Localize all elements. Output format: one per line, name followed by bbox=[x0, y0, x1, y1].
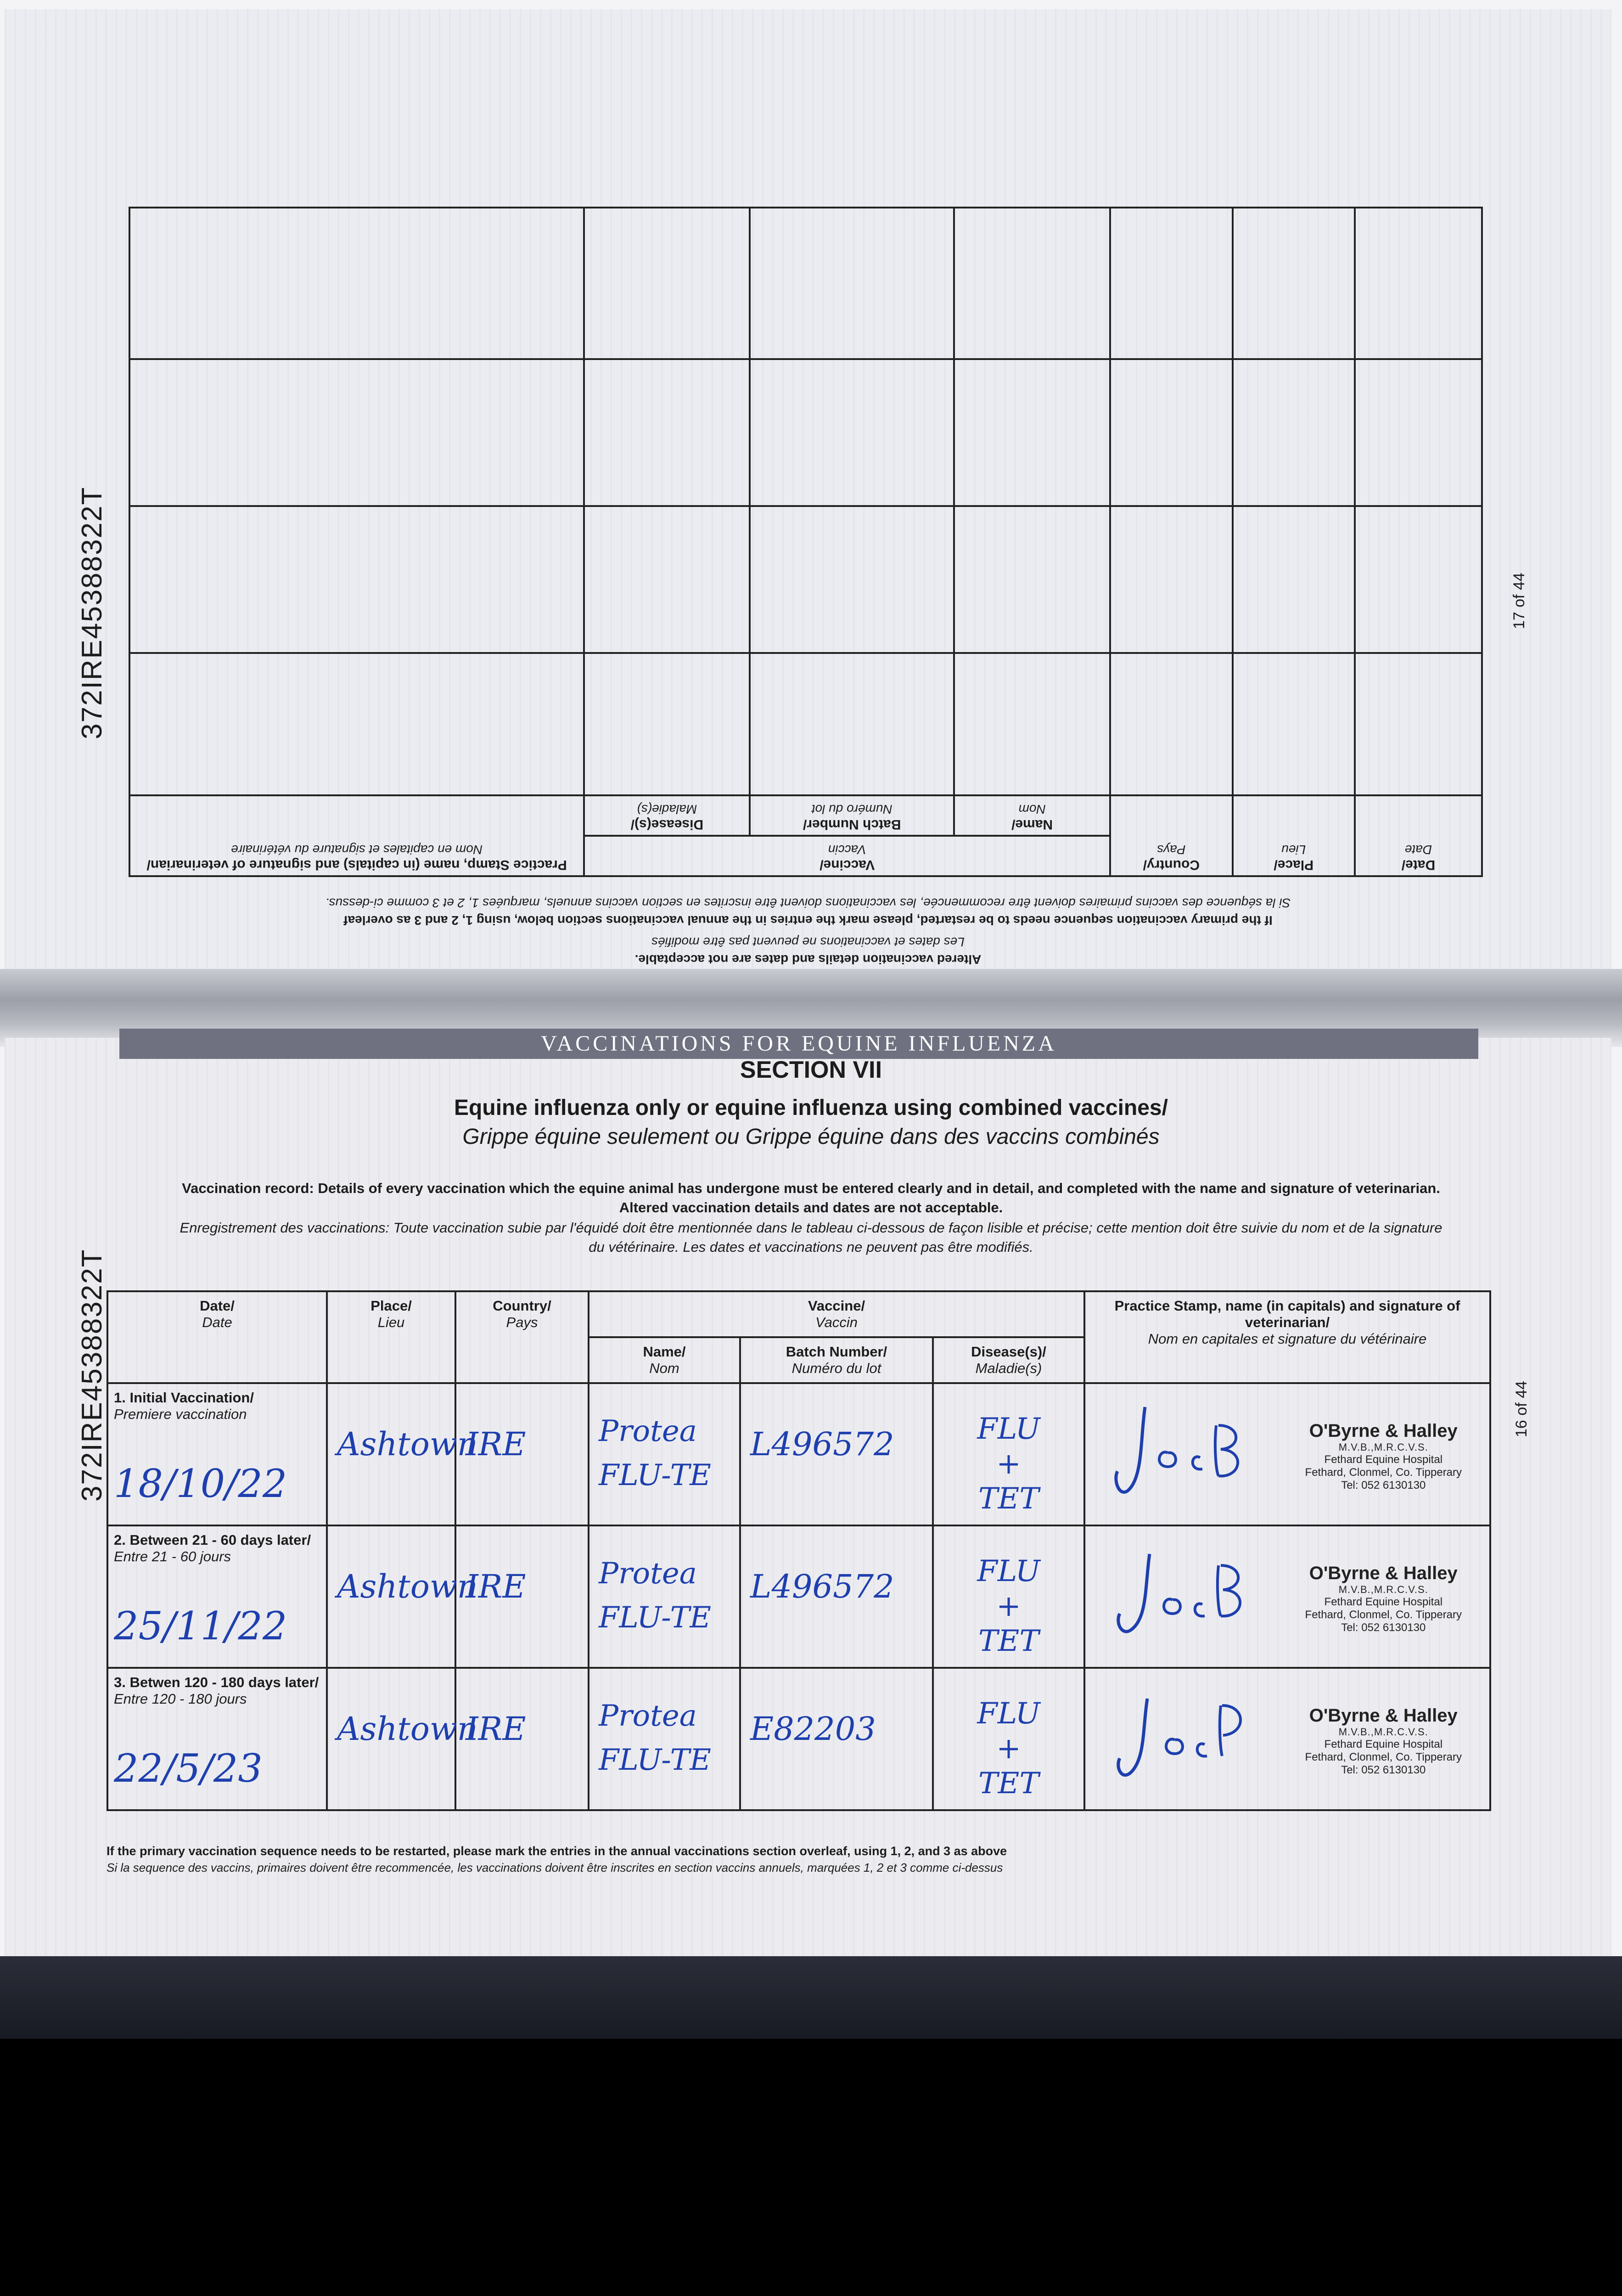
row-label: 2. Between 21 - 60 days later/ bbox=[114, 1532, 311, 1548]
page-number-top: 17 of 44 bbox=[1510, 573, 1528, 629]
annual-vaccination-table bbox=[129, 207, 1483, 877]
section-title: SECTION VII bbox=[740, 1057, 882, 1083]
empty-cell[interactable] bbox=[129, 208, 584, 359]
record-instructions-fr-2: du vétérinaire. Les dates et vaccinations ne peuvent pas être modifiés. bbox=[589, 1239, 1033, 1255]
disease-plus: + bbox=[996, 1447, 1021, 1481]
handwritten-place: Ashtown bbox=[337, 1710, 478, 1748]
disease-cell[interactable] bbox=[933, 1668, 1084, 1810]
empty-cell[interactable] bbox=[1355, 506, 1482, 653]
record-instructions-fr: Enregistrement des vaccinations: Toute vaccination subie par l'équidé doit être mentionnée dans le tableau ci-dessous de façon lisible et précise; cette mention doit être suivie du nom et de la signature bbox=[180, 1220, 1442, 1236]
altered-note: Altered vaccination details and dates are not acceptable. bbox=[634, 952, 982, 967]
top-page bbox=[5, 9, 1611, 1015]
disease-tet: TET bbox=[978, 1624, 1039, 1658]
restart-footnote-fr: Si la sequence des vaccins, primaires doivent être recommencée, les vaccinations doivent être inscrites en section vaccins annuels, marquées 1, 2 et 3 comme ci-dessus bbox=[107, 1861, 1003, 1874]
subtitle-french: Grippe équine seulement ou Grippe équine dans des vaccins combinés bbox=[462, 1125, 1160, 1149]
handwritten-place: Ashtown bbox=[337, 1568, 478, 1605]
scanner-background bbox=[0, 2039, 1622, 2296]
empty-cell[interactable] bbox=[584, 359, 750, 506]
empty-cell[interactable] bbox=[1110, 359, 1232, 506]
page-number-bottom: 16 of 44 bbox=[1513, 1381, 1530, 1437]
col-stamp: Practice Stamp, name (in capitals) and signature of veterinarian/ Nom en capitales et signature du vétérinaire bbox=[129, 795, 584, 876]
vaccine-type: FLU-TE bbox=[599, 1601, 711, 1635]
empty-cell[interactable] bbox=[1355, 208, 1482, 359]
empty-cell[interactable] bbox=[129, 359, 584, 506]
vaccine-brand: Protea bbox=[599, 1414, 697, 1448]
empty-cell[interactable] bbox=[954, 506, 1110, 653]
empty-cell[interactable] bbox=[750, 359, 954, 506]
disease-cell[interactable] bbox=[933, 1525, 1084, 1668]
vaccine-brand: Protea bbox=[599, 1557, 697, 1591]
row-label-fr: Premiere vaccination bbox=[114, 1406, 247, 1422]
date-cell[interactable] bbox=[107, 1525, 327, 1668]
handwritten-date: 18/10/22 bbox=[114, 1461, 287, 1506]
handwritten-batch: L496572 bbox=[750, 1568, 894, 1605]
disease-flu: FLU bbox=[977, 1697, 1040, 1731]
header-country: Country/ Pays bbox=[455, 1291, 589, 1383]
empty-cell[interactable] bbox=[1355, 653, 1482, 795]
handwritten-country: IRE bbox=[466, 1568, 526, 1605]
primary-vaccination-table bbox=[107, 1290, 1491, 1811]
col-vaccine: Vaccine/ Vaccin bbox=[584, 836, 1110, 876]
handwritten-place: Ashtown bbox=[337, 1425, 478, 1463]
col-disease: Disease(s)/ Maladie(s) bbox=[584, 795, 750, 836]
veterinarian-signature bbox=[1104, 1398, 1255, 1503]
empty-cell[interactable] bbox=[1233, 359, 1355, 506]
country-cell[interactable] bbox=[455, 1383, 589, 1525]
subtitle-english: Equine influenza only or equine influenza using combined vaccines/ bbox=[454, 1096, 1168, 1120]
restart-footnote: If the primary vaccination sequence needs to be restarted, please mark the entries in the annual vaccinations section overleaf, using 1, 2, and 3 as above bbox=[107, 1844, 1007, 1858]
vaccine-name-cell[interactable] bbox=[589, 1525, 740, 1668]
header-disease: Disease(s)/ Maladie(s) bbox=[933, 1337, 1084, 1383]
upside-down-page bbox=[5, 9, 1611, 1015]
restart-note: If the primary vaccination sequence needs to be restarted, please mark the entries in the annual vaccinations section below, using 1, 2 and 3 as overleaf bbox=[343, 913, 1273, 928]
restart-note-fr: Si la séquence des vaccins primaires doivent être recommencée, les vaccinations doivent être inscrites en section vaccins annuels, marquées 1, 2 et 3 comme ci-dessus. bbox=[325, 896, 1291, 910]
disease-tet: TET bbox=[978, 1482, 1039, 1516]
veterinarian-signature bbox=[1104, 1683, 1255, 1788]
vaccine-name-cell[interactable] bbox=[589, 1383, 740, 1525]
col-name: Name/ Nom bbox=[954, 795, 1110, 836]
empty-cell[interactable] bbox=[750, 653, 954, 795]
handwritten-batch: L496572 bbox=[750, 1425, 894, 1463]
veterinarian-signature bbox=[1104, 1540, 1255, 1646]
empty-cell[interactable] bbox=[1110, 506, 1232, 653]
record-instructions: Vaccination record: Details of every vaccination which the equine animal has undergone must be entered clearly and in detail, and completed with the name and signature of veterinarian. bbox=[182, 1180, 1440, 1196]
empty-cell[interactable] bbox=[584, 653, 750, 795]
empty-cell[interactable] bbox=[1233, 653, 1355, 795]
batch-cell[interactable] bbox=[740, 1383, 933, 1525]
place-cell[interactable] bbox=[327, 1525, 478, 1668]
book-edge bbox=[0, 1956, 1622, 2043]
country-cell[interactable] bbox=[455, 1525, 589, 1668]
header-stamp: Practice Stamp, name (in capitals) and signature of veterinarian/ Nom en capitales et signature du vétérinaire bbox=[1084, 1291, 1490, 1383]
table-row bbox=[107, 1668, 1490, 1810]
handwritten-date: 22/5/23 bbox=[114, 1746, 263, 1791]
place-cell[interactable] bbox=[327, 1383, 478, 1525]
row-label-fr: Entre 120 - 180 jours bbox=[114, 1691, 247, 1707]
section-banner: VACCINATIONS FOR EQUINE INFLUENZA bbox=[119, 1029, 1478, 1059]
row-label-fr: Entre 21 - 60 jours bbox=[114, 1548, 231, 1564]
empty-cell[interactable] bbox=[750, 208, 954, 359]
row-label: 1. Initial Vaccination/ bbox=[114, 1390, 254, 1406]
disease-flu: FLU bbox=[977, 1554, 1040, 1588]
col-place: Place/ Lieu bbox=[1233, 795, 1355, 876]
empty-cell[interactable] bbox=[1233, 208, 1355, 359]
empty-cell[interactable] bbox=[1355, 359, 1482, 506]
col-country: Country/ Pays bbox=[1110, 795, 1232, 876]
empty-cell[interactable] bbox=[954, 653, 1110, 795]
empty-cell[interactable] bbox=[1110, 208, 1232, 359]
vaccine-type: FLU-TE bbox=[599, 1743, 711, 1777]
header-batch: Batch Number/ Numéro du lot bbox=[740, 1337, 933, 1383]
empty-cell[interactable] bbox=[584, 208, 750, 359]
handwritten-country: IRE bbox=[466, 1710, 526, 1748]
disease-flu: FLU bbox=[977, 1412, 1040, 1446]
header-vaccine-name: Name/ Nom bbox=[589, 1337, 740, 1383]
header-place: Place/ Lieu bbox=[327, 1291, 455, 1383]
practice-stamp: O'Byrne & Halley M.V.B.,M.R.C.V.S. Fethard Equine Hospital Fethard, Clonmel, Co. Tipperary Tel: 052 6130130 bbox=[1305, 1705, 1462, 1776]
batch-cell[interactable] bbox=[740, 1525, 933, 1668]
stamp-cell[interactable] bbox=[1084, 1525, 1490, 1668]
empty-cell[interactable] bbox=[1233, 506, 1355, 653]
country-cell[interactable] bbox=[455, 1668, 589, 1810]
stamp-cell[interactable] bbox=[1084, 1668, 1490, 1810]
stamp-cell[interactable] bbox=[1084, 1383, 1490, 1525]
empty-cell[interactable] bbox=[750, 506, 954, 653]
altered-note-fr: Les dates et vaccinations ne peuvent pas être modifiés bbox=[651, 935, 965, 949]
batch-cell[interactable] bbox=[740, 1668, 933, 1810]
date-cell[interactable] bbox=[107, 1383, 327, 1525]
table-row bbox=[107, 1383, 1490, 1525]
empty-cell[interactable] bbox=[129, 506, 584, 653]
vaccine-name-cell[interactable] bbox=[589, 1668, 740, 1810]
row-label: 3. Betwen 120 - 180 days later/ bbox=[114, 1674, 319, 1690]
empty-cell[interactable] bbox=[1110, 653, 1232, 795]
disease-tet: TET bbox=[978, 1767, 1039, 1801]
place-cell[interactable] bbox=[327, 1668, 478, 1810]
header-date: Date/ Date bbox=[107, 1291, 327, 1383]
empty-cell[interactable] bbox=[129, 653, 584, 795]
empty-cell[interactable] bbox=[954, 208, 1110, 359]
disease-plus: + bbox=[996, 1589, 1021, 1623]
table-row bbox=[107, 1525, 1490, 1668]
practice-stamp: O'Byrne & Halley M.V.B.,M.R.C.V.S. Fethard Equine Hospital Fethard, Clonmel, Co. Tipperary Tel: 052 6130130 bbox=[1305, 1421, 1462, 1491]
handwritten-country: IRE bbox=[466, 1425, 526, 1463]
empty-cell[interactable] bbox=[584, 506, 750, 653]
col-date: Date/ Date bbox=[1355, 795, 1482, 876]
handwritten-batch: E82203 bbox=[750, 1710, 876, 1748]
disease-plus: + bbox=[996, 1732, 1021, 1766]
record-instructions-2: Altered vaccination details and dates are not acceptable. bbox=[619, 1199, 1003, 1216]
vaccine-type: FLU-TE bbox=[599, 1458, 711, 1492]
practice-stamp: O'Byrne & Halley M.V.B.,M.R.C.V.S. Fethard Equine Hospital Fethard, Clonmel, Co. Tipperary Tel: 052 6130130 bbox=[1305, 1563, 1462, 1634]
vaccine-brand: Protea bbox=[599, 1699, 697, 1733]
passport-id-top: 372IRE45388322T bbox=[76, 486, 108, 739]
handwritten-date: 25/11/22 bbox=[114, 1604, 287, 1649]
header-vaccine: Vaccine/ Vaccin bbox=[589, 1291, 1084, 1337]
col-batch: Batch Number/ Numéro du lot bbox=[750, 795, 954, 836]
passport-id-bottom: 372IRE45388322T bbox=[76, 1249, 108, 1502]
date-cell[interactable] bbox=[107, 1668, 327, 1810]
disease-cell[interactable] bbox=[933, 1383, 1084, 1525]
empty-cell[interactable] bbox=[954, 359, 1110, 506]
